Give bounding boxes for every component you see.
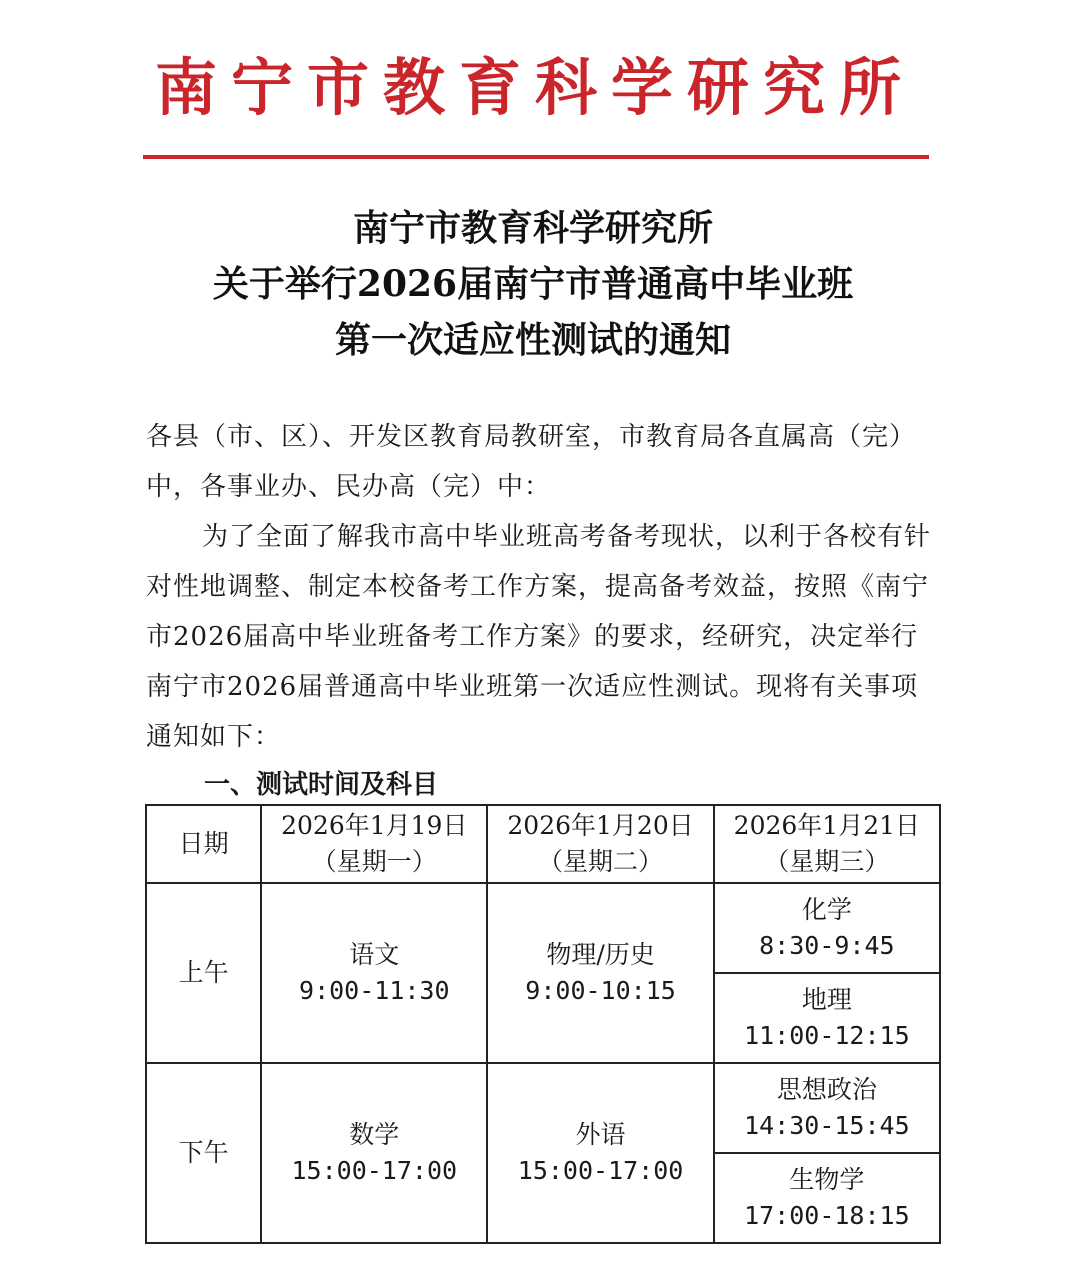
subject-time: 11:00-12:15 [744,1021,910,1050]
afternoon-day1-cell [261,1063,487,1243]
morning-day3-first-cell [714,883,940,973]
subject-time: 9:00-11:30 [299,976,450,1005]
subject-name: 语文 [349,940,400,969]
subject-time: 15:00-17:00 [291,1156,458,1185]
subject-time: 17:00-18:15 [744,1201,910,1230]
section-heading-test-schedule: 一、测试时间及科目 [204,770,439,800]
title-line-1: 南宁市教育科学研究所 [352,207,713,249]
morning-day3-second-cell [714,973,940,1063]
subject-time: 14:30-15:45 [744,1111,910,1140]
header-day-1 [261,805,487,883]
header-day-1-date: 2026年1月19日 [281,811,468,840]
header-day-2 [487,805,713,883]
addressee-text: 各县（市、区）、开发区教育局教研室，市教育局各直属高（完）中，各事业办、民办高（完）中： [146,422,917,502]
afternoon-day3-first-cell [714,1063,940,1153]
table-header-row [146,805,940,883]
subject-time: 8:30-9:45 [759,931,895,960]
subject-name: 物理/历史 [546,940,655,969]
subject-name: 外语 [575,1120,626,1149]
subject-time: 15:00-17:00 [517,1156,684,1185]
subject-name: 数学 [349,1120,400,1149]
document-title [100,200,966,368]
header-day-2-date: 2026年1月20日 [507,811,694,840]
subject-name: 化学 [801,895,852,924]
header-day-3 [714,805,940,883]
afternoon-label: 下午 [146,1063,261,1243]
afternoon-day2-cell [487,1063,713,1243]
intro-paragraph: 为了全面了解我市高中毕业班高考备考现状，以利于各校有针对性地调整、制定本校备考工作方案，提高备考效益，按照《南宁市2026届高中毕业班备考工作方案》的要求，经研究，决定举行南宁市2026届普通高中毕业班第一次适应性测试。现将有关事项通知如下： [146,522,932,752]
header-day-2-weekday: （星期二） [538,847,664,876]
schedule-table [145,804,941,1244]
header-day-1-weekday: （星期一） [311,847,437,876]
masthead-title: 南宁市教育科学研究所 [154,51,915,124]
title-line-2: 关于举行2026届南宁市普通高中毕业班 [212,263,854,305]
morning-label: 上午 [146,883,261,1063]
header-day-3-date: 2026年1月21日 [733,811,921,840]
subject-name: 思想政治 [776,1075,877,1104]
subject-name: 地理 [801,985,852,1014]
title-line-3: 第一次适应性测试的通知 [334,319,731,361]
afternoon-day3-second-cell [714,1153,940,1243]
table-row-morning-a [146,883,940,973]
morning-day2-cell [487,883,713,1063]
table-row-afternoon-a [146,1063,940,1153]
subject-time: 9:00-10:15 [525,976,676,1005]
morning-day1-cell [261,883,487,1063]
subject-name: 生物学 [789,1165,865,1194]
header-date-label: 日期 [146,805,261,883]
header-day-3-weekday: （星期三） [764,847,890,876]
masthead-red-rule [143,155,929,159]
